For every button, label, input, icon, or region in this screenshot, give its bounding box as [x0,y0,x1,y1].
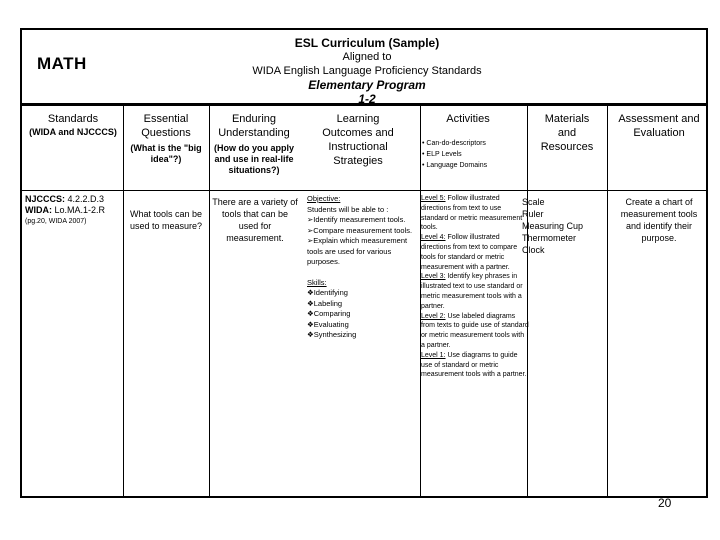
skills-label: Skills: [307,277,327,287]
list-item: ❖Comparing [307,309,351,318]
essential-question: What tools can be used to measure? [129,209,203,231]
curriculum-table [20,106,708,498]
program-name: Elementary Program [308,78,426,92]
page-number: 20 [658,496,672,510]
curriculum-header [20,28,708,106]
enduring-understanding: There are a variety of tools that can be used for measurement. [212,197,298,243]
understanding-header-cell [210,112,298,176]
list-item: Ruler [522,209,544,219]
activity-level-5: Level 5: Follow illustrated directions from text to use standard or metric measurement tools. [421,195,523,232]
objective-label: Objective: [307,194,341,203]
standards-source: (pg.20, WIDA 2007) [25,218,87,225]
header-center-block [222,36,512,106]
list-item: • Language Domains [422,162,488,169]
materials-cell [522,196,602,256]
questions-header: Essential Questions [141,113,191,139]
assessment-header: Assessment and Evaluation [618,113,700,139]
outcomes-header-cell [312,112,404,168]
list-item: Thermometer [522,233,577,243]
njcccs-standard: NJCCCS: 4.2.2.D.3 [25,194,105,204]
activities-header: Activities [446,113,490,125]
list-item: ➢Identify measurement tools. [307,215,406,224]
questions-header-cell [126,112,206,165]
list-item: Scale [522,197,545,207]
row-divider [22,190,706,191]
activities-criteria-list [422,138,526,171]
list-item: ❖Synthesizing [307,330,357,339]
curriculum-title: ESL Curriculum (Sample) [294,36,440,50]
materials-header-cell [534,112,600,154]
list-item: ❖Labeling [307,298,343,308]
list-item: • ELP Levels [422,151,462,158]
list-item: ➢Explain which measurement tools are used for various purposes. [307,236,408,266]
list-item: ❖Evaluating [307,319,349,329]
assessment-header-cell [610,112,708,140]
activity-level-3: Level 3: Identify key phrases in illustrated text to use standard or metric measurement tools with a partner. [421,273,523,310]
assessment-text: Create a chart of measurement tools and identify their purpose. [620,197,698,243]
list-item: ➢Compare measurement tools. [307,225,413,235]
standards-subheader: (WIDA and NJCCCS) [29,127,117,137]
wida-standard: WIDA: Lo.MA.1-2.R [25,205,106,215]
standards-header-cell [24,112,122,138]
activity-level-4: Level 4: Follow illustrated directions from text to compare tools for standard or metric measurement with a partner. [421,234,518,271]
standards-header: Standards [47,113,99,125]
column-divider [123,106,124,496]
standards-cell [25,194,121,227]
materials-header: Materials and Resources [540,113,594,153]
outcomes-header: Learning Outcomes and Instructional Strategies [322,113,394,167]
questions-subheader: (What is the "big idea"?) [130,143,202,164]
understanding-subheader: (How do you apply and use in real-life situations?) [214,143,294,175]
list-item: Measuring Cup [522,221,584,231]
activities-header-cell [422,112,514,126]
column-divider [607,106,608,496]
subject-title: MATH [37,54,87,73]
activity-level-2: Level 2: Use labeled diagrams from texts to guide use of standard or metric measurement tools with a partner. [421,312,529,349]
list-item: Clock [522,245,545,255]
activity-level-1: Level 1: Use diagrams to guide use of standard or metric measurement tools with a partner. [421,351,527,379]
aligned-to-text: Aligned to [342,51,392,63]
objective-intro: Students will be able to : [307,204,389,214]
understanding-header: Enduring Understanding [218,113,290,139]
list-item: ❖Identifying [307,288,348,297]
activities-cell [421,194,529,380]
grade-level: 1-2 [358,92,376,106]
outcomes-cell [307,194,417,341]
list-item: • Can-do-descriptors [422,140,486,147]
standards-name: WIDA English Language Proficiency Standards [252,65,482,77]
